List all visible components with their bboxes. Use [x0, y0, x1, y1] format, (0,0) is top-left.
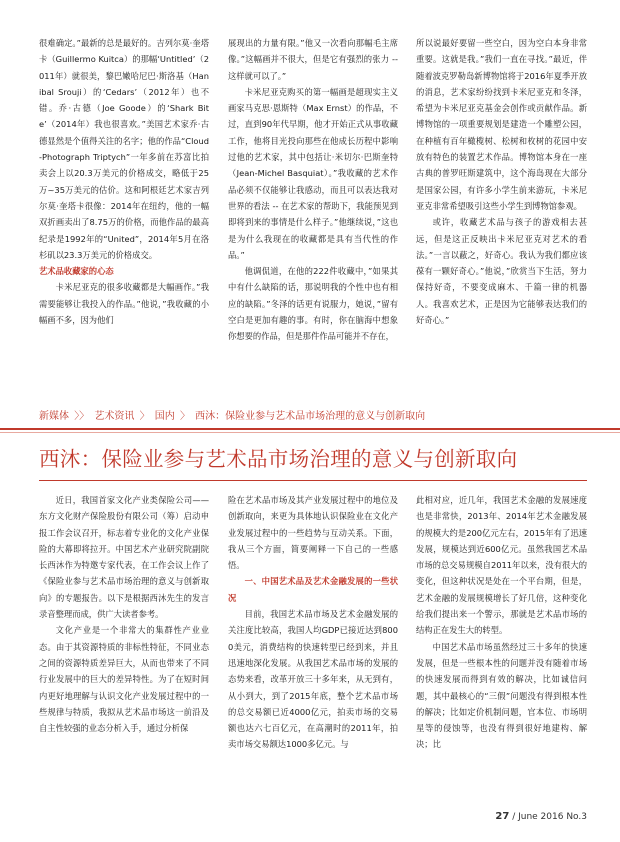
paragraph: 或许，收藏艺术品与孩子的游戏相去甚远，但是这正反映出卡米尼亚克对艺术的看法。”一言以蔽之，好奇心。我认为我们都应该葆有一颗好奇心。”他说，”欣赏当下生活，努力保持好奇，不要变成麻木、千篇一律的机器人。我喜欢艺术，正是因为它能够表达我们的好奇心。”: [416, 217, 587, 326]
paragraph: 险在艺术品市场及其产业发展过程中的地位及创新取向，来更为具体地认识保险业在文化产业发展过程中的一些趋势与互动关系。下面，我从三个方面，简要阐释一下自己的一些感悟。: [228, 495, 398, 571]
article-body: [39, 492, 587, 822]
breadcrumb-separator: 〉〉: [74, 411, 90, 422]
page-folio: [495, 811, 587, 822]
divider: [39, 480, 587, 481]
divider: [0, 432, 620, 433]
paragraph: 展现出的力量有限。”他又一次看向那幅毛主席像。”这幅画并不很大，但是它有强烈的张力 -- 这样就可以了。”: [228, 38, 398, 81]
text-column-1: [39, 492, 209, 736]
article-title: 西沐：保险业参与艺术品市场治理的意义与创新取向: [39, 447, 518, 471]
paragraph: 中国艺术品市场虽然经过三十多年的快速发展，但是一些根本性的问题并没有随着市场的快速发展而得到有效的解决，比如诚信问题，其中最核心的“三假”问题没有得到根本性的解决；比如定价机制问题，官本位、市场明星等的侵蚀等，也没有得到很好地建构、解决；比: [416, 641, 587, 750]
paragraph: 卡米尼亚克购买的第一幅画是超现实主义画家马克思·恩斯特（Max Ernst）的作品，不过，直到90年代早期，他才开始正式从事收藏工作，他将目光投向那些在他成长历程中影响过他的艺术家，其中包括让·米切尔·巴斯奎特（Jean-Michel Basquiat）。”我收藏的艺术作品必须不仅能够让我感动，而且可以表达我对世界的看法 -- 在艺术家的帮助下，我能预见到即将到来的事情是什么样子。”他继续说，”这也是为什么我现在的收藏都是具有当代性的作品。”: [228, 86, 398, 260]
paragraph: 近日，我国首家文化产业类保险公司——东方文化财产保险股份有限公司（筹）启动申报工作会议召开，标志着专业化的文化产业保险的大幕即将拉开。中国艺术产业研究院副院长西沐作为特邀专家代表，在工作会议上作了《保险业参与艺术品市场治理的意义与创新取向》的专题报告。以下是根据西沐先生的发言录音整理而成，供广大读者参考。: [39, 495, 209, 620]
paragraph: 所以说最好要留一些空白，因为空白本身非常重要。这就是我。”我们一直在寻找。”最近，伴随着波克罗勒岛新博物馆将于2016年夏季开放的消息，艺术家纷纷找到卡米尼亚克和冬泽，希望为卡米尼亚克基金会创作或贡献作品。新博物馆的一项重要规划是建造一个雕塑公园，在种植有百年橄榄树、松树和枚树的花园中安放有特色的装置艺术作品。博物馆本身在一座古典的普罗旺斯建筑中，这个海岛现在大部分是国家公园，有许多小学生前来游玩，卡米尼亚克非常希望吸引这些小学生到博物馆参观。: [416, 38, 587, 211]
paragraph: 目前，我国艺术品市场及艺术金融发展的关注度比较高，我国人均GDP已接近达到8000美元，消费结构的快速转型已经到来，并且迅速地深化发展。从我国艺术品市场的发展的态势来看，改革开放三十多年来，从无到有，从小到大，到了2015年底，整个艺术品市场的总交易额已近4000亿元，拍卖市场的交易额也达六七百亿元，在高潮时的2011年，拍卖市场交易额达1000多亿元。与: [228, 609, 398, 750]
divider: [0, 428, 620, 430]
paragraph: 很难确定。”最新的总是最好的。吉列尔莫·奎塔卡（Guillermo Kuitca）的那幅‘Untitled’（2011年）就很美，黎巴嫩哈尼巴·斯洛基（Hanibal Srouji）的‘Cedars’（2012年）也不错。乔·古德（Joe Goode）的‘Shark Bite’（2014年）我也很喜欢。”美国艺术家乔·古德显然是个值得关注的名字；他的作品“Cloud-Photograph Triptych”一年多前在苏富比拍卖会上以20.3万美元的价格成交，略低于25万~35万美元的估价。这和阿根廷艺术家吉列尔莫·奎塔卡很像：2014年在纽约，他的一幅双折画卖出了8.75万的价格，而他作品的最高纪录是1992年的“United”，2014年5月在洛杉矶以23.3万美元的价格成交。: [39, 38, 209, 260]
breadcrumb-separator: 〉: [139, 411, 150, 422]
section-subheading: 艺术品收藏家的心态: [39, 266, 114, 277]
breadcrumb-item[interactable]: 新媒体: [39, 411, 69, 422]
paragraph: 他调侃道，在他的222件收藏中，”如果其中有什么缺陷的话，那说明我的个性中也有相应的缺陷。”冬泽的话更有说服力，她说，”留有空白是更加有趣的事。有时，你在脑海中想象你想要的作品，但是那件作品可能并不存在，: [228, 266, 398, 342]
paragraph: 文化产业是一个非常大的集群性产业业态。由于其资源特质的非标性特征，不同业态之间的资源特质差异巨大，从而也带来了不同行业发展中的巨大的差异特性。为了在短时间内更好地理解与认识文化产业发展过程中的一些规律与特质，我拟从艺术品市场这一前沿及自主性较强的业态分析入手，通过分析保: [39, 625, 209, 734]
text-column-2: [228, 492, 398, 753]
section-heading: 一、中国艺术品及艺术金融发展的一些状况: [228, 576, 398, 603]
breadcrumb: [39, 407, 587, 422]
breadcrumb-current: 西沐：保险业参与艺术品市场治理的意义与创新取向: [195, 411, 426, 422]
paragraph: 卡米尼亚克的很多收藏都是大幅画作。”我需要能够让我投入的作品。”他说，”我收藏的小幅画不多，因为他们: [39, 282, 209, 326]
page-number: 27: [495, 811, 510, 822]
text-column-1: [39, 35, 209, 328]
breadcrumb-item[interactable]: 艺术资讯: [94, 411, 135, 422]
continued-article: [39, 35, 587, 400]
paragraph: 此相对应，近几年，我国艺术金融的发展速度也是非常快，2013年、2014年艺术金融发展的规模大约是200亿元左右，2015年有了迅速发展，规模达到近600亿元。虽然我国艺术品市场的总交易规模自2011年以来，没有很大的变化，但这种状况是处在一个平台期，但是，艺术金融的发展规模增长了好几倍，这种变化给我们提出来一个警示，那就是艺术品市场的结构正在发生大的转型。: [416, 495, 587, 636]
text-column-3: [416, 35, 587, 328]
issue-info: / June 2016 No.3: [512, 812, 587, 822]
breadcrumb-item[interactable]: 国内: [154, 411, 175, 422]
text-column-3: [416, 492, 587, 753]
breadcrumb-separator: 〉: [179, 411, 190, 422]
text-column-2: [228, 35, 398, 345]
